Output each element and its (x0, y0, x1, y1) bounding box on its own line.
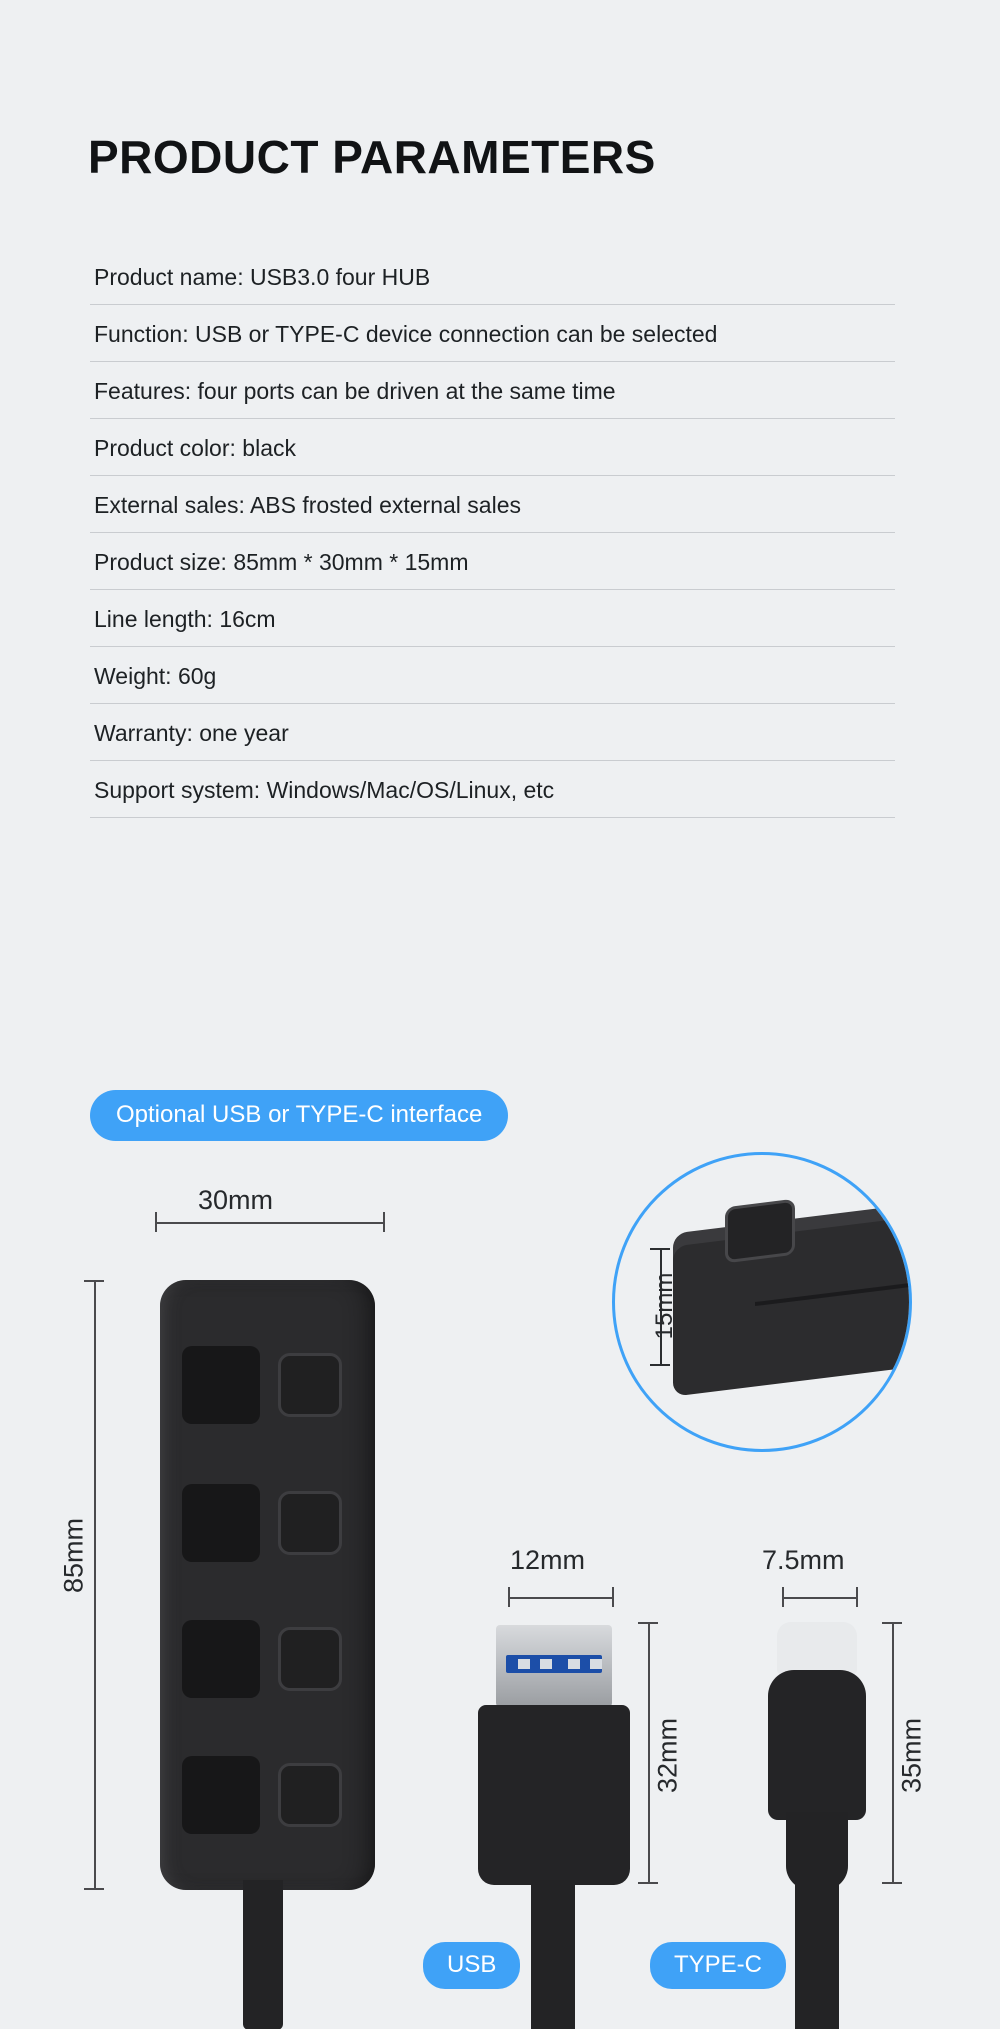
hub-cable (243, 1880, 283, 2029)
table-row: Product size: 85mm * 30mm * 15mm (90, 533, 895, 590)
hub-led-3 (182, 1620, 260, 1698)
table-row: Warranty: one year (90, 704, 895, 761)
optional-interface-badge: Optional USB or TYPE-C interface (90, 1090, 508, 1141)
dim-label-usb-height: 32mm (652, 1718, 683, 1794)
hub-switch-3 (278, 1627, 342, 1691)
usb-pin (568, 1659, 580, 1669)
dim-cap (638, 1882, 658, 1884)
dim-cap (856, 1587, 858, 1607)
typec-connector-tip (777, 1622, 857, 1674)
table-row: Product name: USB3.0 four HUB (90, 250, 895, 305)
hub-led-1 (182, 1346, 260, 1424)
table-row: Features: four ports can be driven at the same time (90, 362, 895, 419)
hub-switch-2 (278, 1491, 342, 1555)
dim-label-hub-width: 30mm (198, 1185, 274, 1215)
dim-label-hub-length: 85mm (58, 1518, 89, 1594)
dim-line-typec-width (782, 1597, 858, 1599)
dim-cap (612, 1587, 614, 1607)
typec-cable (795, 1880, 839, 2029)
table-row: External sales: ABS frosted external sales (90, 476, 895, 533)
typec-label-badge: TYPE-C (650, 1942, 786, 1989)
dim-cap (84, 1280, 104, 1282)
usb-connector-body (478, 1705, 630, 1885)
table-row: Product color: black (90, 419, 895, 476)
dim-cap (782, 1587, 784, 1607)
spec-table (90, 250, 895, 818)
table-row: Support system: Windows/Mac/OS/Linux, etc (90, 761, 895, 818)
usb-label-badge: USB (423, 1942, 520, 1989)
dim-cap (638, 1622, 658, 1624)
hub-switch-1 (278, 1353, 342, 1417)
dim-label-typec-height: 35mm (896, 1718, 927, 1794)
dim-line-typec-height (892, 1622, 894, 1884)
usb-pin (518, 1659, 530, 1669)
dim-cap (84, 1888, 104, 1890)
dim-line-hub-length (94, 1280, 96, 1890)
dim-label-hub-height: 15mm (651, 1272, 678, 1340)
dim-cap (508, 1587, 510, 1607)
table-row: Weight: 60g (90, 647, 895, 704)
dim-cap (155, 1212, 157, 1232)
dim-cap (882, 1622, 902, 1624)
table-row: Function: USB or TYPE-C device connection can be selected (90, 305, 895, 362)
usb-hub-body (160, 1280, 375, 1890)
table-row: Line length: 16cm (90, 590, 895, 647)
hub-switch-4 (278, 1763, 342, 1827)
dim-line-usb-width (508, 1597, 614, 1599)
usb-cable (531, 1880, 575, 2029)
inset-hub-switch (725, 1199, 795, 1264)
hub-led-2 (182, 1484, 260, 1562)
typec-connector-body (768, 1670, 866, 1820)
dim-label-usb-width: 12mm (510, 1545, 586, 1575)
dim-line-hub-width (155, 1222, 385, 1224)
dim-line-usb-height (648, 1622, 650, 1884)
usb-pin (540, 1659, 552, 1669)
typec-connector-neck (786, 1812, 848, 1890)
hub-led-4 (182, 1756, 260, 1834)
page-title: PRODUCT PARAMETERS (88, 131, 656, 183)
dim-label-typec-width: 7.5mm (762, 1545, 845, 1575)
usb-pin (590, 1659, 602, 1669)
dim-cap (882, 1882, 902, 1884)
dim-cap (383, 1212, 385, 1232)
